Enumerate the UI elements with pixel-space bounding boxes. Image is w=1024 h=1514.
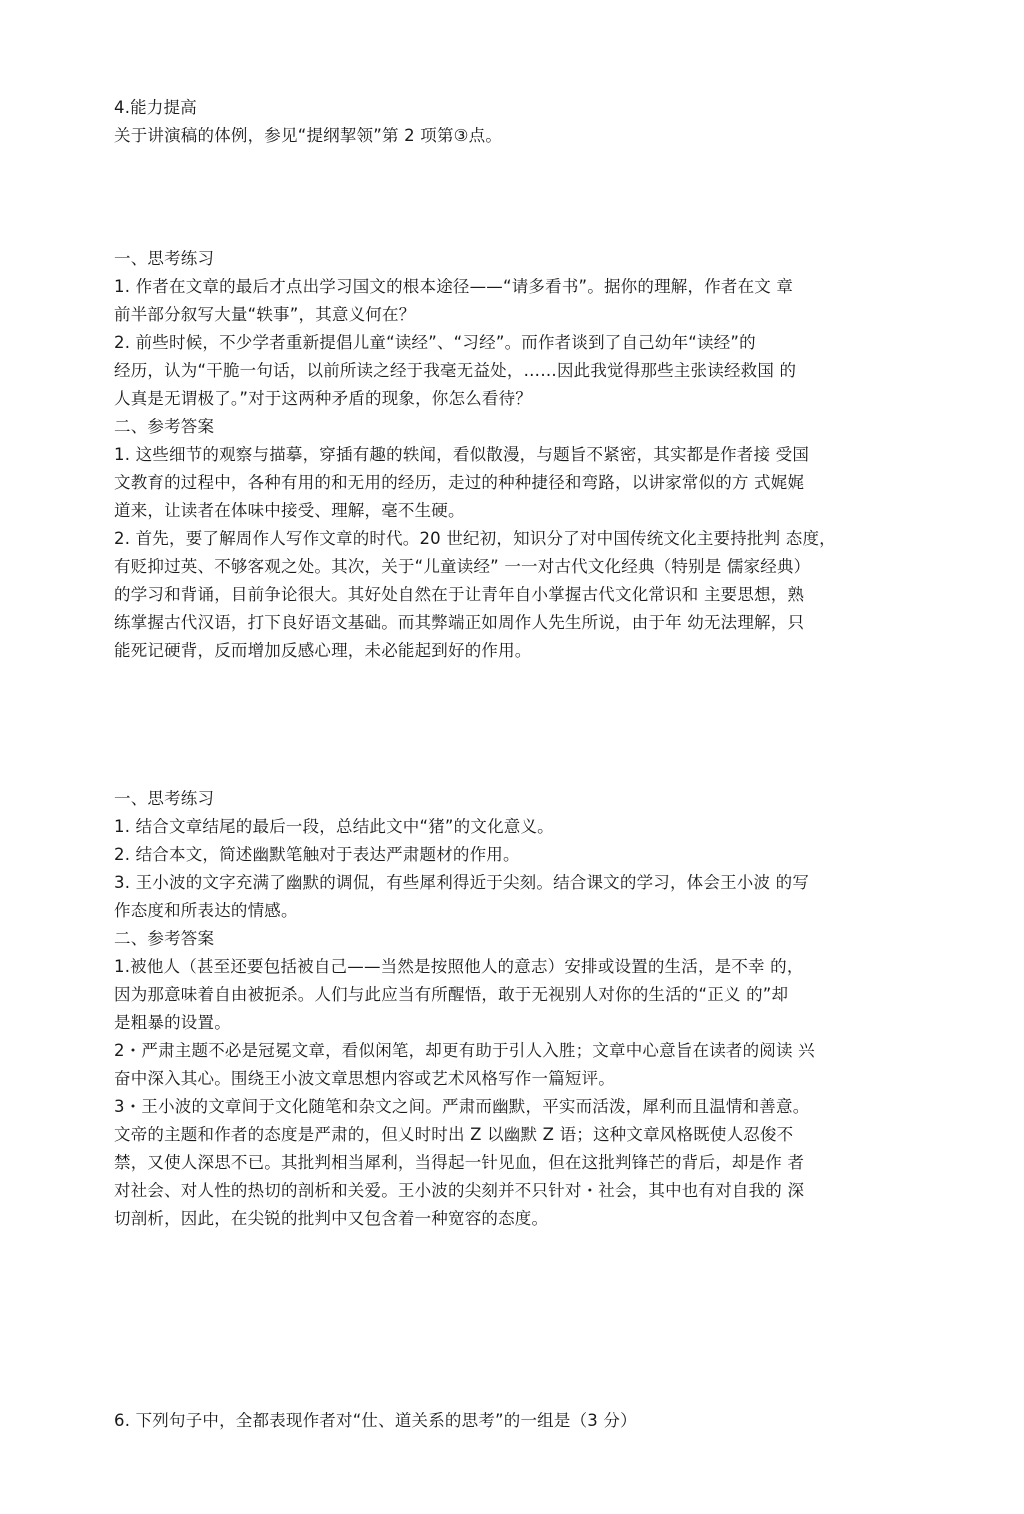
text-line: 3・王小波的文章间于文化随笔和杂文之间。严肃而幽默，平实而活泼，犀利而且温情和善意。 [114,1097,810,1116]
heading-answers: 二、参考答案 [114,417,215,436]
heading-answers: 二、参考答案 [114,929,215,948]
text-line: 2. 首先，要了解周作人写作文章的时代。20 世纪初，知识分了对中国传统文化主要持批判 态度， [114,529,836,548]
heading-exercises: 一、思考练习 [114,789,215,808]
text-line: 奋中深入其心。围绕王小波文章思想内容或艺术风格写作一篇短评。 [114,1069,615,1088]
text-line: 2. 前些时候，不少学者重新提倡儿童“读经”、“习经”。而作者谈到了自己幼年“读经”的 [114,333,756,352]
text-line: 前半部分叙写大量“轶事”，其意义何在？ [114,305,416,324]
text-line: 的学习和背诵，目前争论很大。其好处自然在于让青年自小掌握古代文化常识和 主要思想，熟 [114,585,805,604]
text-line: 有贬抑过英、不够客观之处。其次，关于“儿童读经” 一一对古代文化经典（特别是 儒家经典） [114,557,811,576]
text-line: 1. 这些细节的观察与描摹，穿插有趣的轶闻，看似散漫，与题旨不紧密，其实都是作者接 受国 [114,445,810,464]
text-line: 2・严肃主题不必是冠冕文章，看似闲笔，却更有助于引人入胜；文章中心意旨在读者的阅读 兴 [114,1041,815,1060]
text-line: 能死记硬背，反而增加反感心理，未必能起到好的作用。 [114,641,532,660]
text-line: 经历，认为“干脆一句话，以前所读之经于我毫无益处，……因此我觉得那些主张读经救国 的 [114,361,797,380]
text-line: 关于讲演稿的体例，参见“提纲挈领”第 2 项第③点。 [114,126,503,145]
text-line: 1. 作者在文章的最后才点出学习国文的根本途径——“请多看书”。据你的理解，作者在文 章 [114,277,794,296]
text-line: 文帝的主题和作者的态度是严肃的，但乂时时出 Z 以幽默 Z 语；这种文章风格既使人忍俊不 [114,1125,794,1144]
text-line: 是粗暴的设置。 [114,1013,231,1032]
question-line: 6. 下列句子中，全都表现作者对“仕、道关系的思考”的一组是（3 分） [114,1411,637,1430]
text-line: 对社会、对人性的热切的剖析和关爱。王小波的尖刻并不只针对・社会，其中也有对自我的 深 [114,1181,805,1200]
text-line: 1.被他人（甚至还要包括被自己——当然是按照他人的意志）安排或设置的生活，是不幸 的， [114,957,804,976]
section-c [114,1407,914,1435]
text-line: 道来，让读者在体味中接受、理解，毫不生硬。 [114,501,465,520]
text-line: 3. 王小波的文字充满了幽默的调侃，有些犀利得近于尖刻。结合课文的学习，体会王小波 的写 [114,873,810,892]
heading-exercises: 一、思考练习 [114,249,215,268]
text-line: 切剖析，因此，在尖锐的批判中又包含着一种宽容的态度。 [114,1209,549,1228]
section-top [114,94,914,150]
text-line: 2. 结合本文，简述幽默笔触对于表达严肃题材的作用。 [114,845,520,864]
text-line: 练掌握古代汉语，打下良好语文基础。而其弊端正如周作人先生所说，由于年 幼无法理解，只 [114,613,805,632]
heading-ability: 4.能力提高 [114,98,197,117]
section-a [114,245,914,665]
text-line: 文教育的过程中，各种有用的和无用的经历，走过的种种捷径和弯路，以讲家常似的方 式娓娓 [114,473,805,492]
text-line: 作态度和所表达的情感。 [114,901,298,920]
text-line: 1. 结合文章结尾的最后一段，总结此文中“猪”的文化意义。 [114,817,554,836]
text-line: 因为那意味着自由被扼杀。人们与此应当有所醒悟，敢于无视别人对你的生活的“正义 的”却 [114,985,789,1004]
text-line: 禁，又使人深思不已。其批判相当犀利，当得起一针见血，但在这批判锋芒的背后，却是作 者 [114,1153,805,1172]
text-line: 人真是无谓极了。”对于这两种矛盾的现象，你怎么看待？ [114,389,532,408]
section-b [114,785,914,1233]
